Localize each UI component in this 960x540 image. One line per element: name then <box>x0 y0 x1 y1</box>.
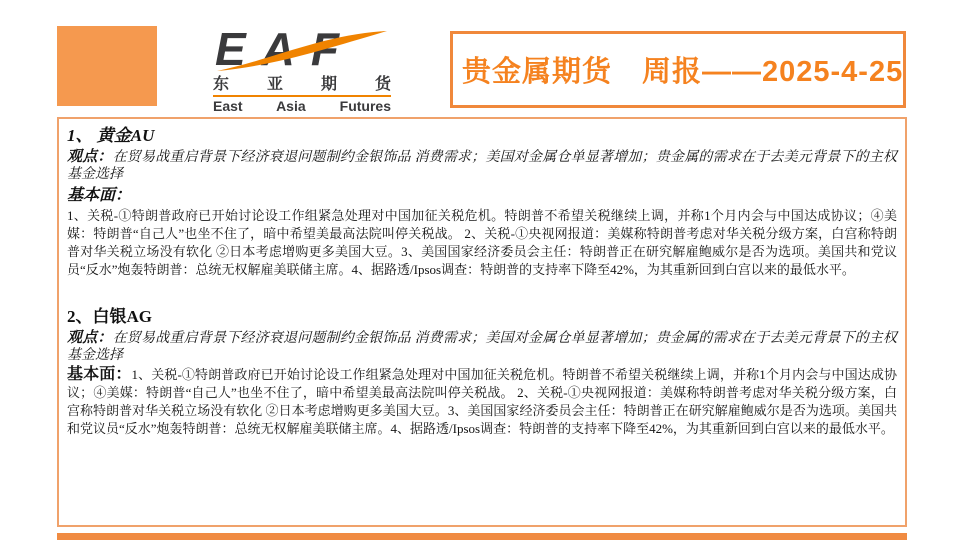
report-title-banner <box>450 31 906 108</box>
section-title-silver: 2、白银AG <box>67 307 152 326</box>
fundamentals-text: 1、关税-①特朗普政府已开始讨论设工作组紧急处理对中国加征关税危机。特朗普不希望关税继续上调，并称1个月内会与中国达成协议；④美媒：特朗普“自己人”也坐不住了，暗中希望美最高法院叫停关税战。 2、关税-①央视网报道：美媒称特朗普考虑对华关税分级方案，白宫称特朗普对华关税立场没有软化 ②日本考虑增购更多美国大豆。3、美国国家经济委员会主任：特朗普正在研究解雇鲍威尔是否为选项。美国共和党议员“反水”炮轰特朗普：总统无权解雇美联储主席。4、据路透/Ipsos调查：特朗普的支持率下降至42%，为其重新回到白宫以来的最低水平。 <box>67 208 897 277</box>
viewpoint-text: 在贸易战重启背景下经济衰退问题制约金银饰品 消费需求；美国对金属仓单显著增加；贵金属的需求在于去美元背景下的主权基金选择 <box>67 150 897 182</box>
fundamentals-label: 基本面： <box>67 187 132 204</box>
viewpoint-label: 观点： <box>67 330 113 346</box>
section-gold-au <box>67 125 897 279</box>
logo-mark <box>213 24 391 76</box>
viewpoint-paragraph <box>67 330 897 364</box>
report-title: 贵金属期货 周报——2025-4-25 <box>462 56 904 88</box>
fundamentals-text: 1、关税-①特朗普政府已开始讨论设工作组紧急处理对中国加征关税危机。特朗普不希望关税继续上调，并称1个月内会与中国达成协议；④美媒：特朗普“自己人”也坐不住了，暗中希望美最高法院叫停关税战。 2、关税-①央视网报道：美媒称特朗普考虑对华关税分级方案，白宫称特朗普对华关税立场没有软化 ②日本考虑增购更多美国大豆。3、美国国家经济委员会主任：特朗普正在研究解雇鲍威尔是否为选项。美国共和党议员“反水”炮轰特朗普：总统无权解雇美联储主席。4、据路透/Ipsos调查：特朗普的支持率下降至42%，为其重新回到白宫以来的最低水平。 <box>67 367 897 436</box>
viewpoint-paragraph <box>67 149 897 183</box>
viewpoint-text: 在贸易战重启背景下经济衰退问题制约金银饰品 消费需求；美国对金属仓单显著增加；贵金属的需求在于去美元背景下的主权基金选择 <box>67 331 897 363</box>
section-silver-ag <box>67 306 897 438</box>
fundamentals-paragraph <box>67 366 897 438</box>
eaf-logo <box>213 24 391 115</box>
logo-wordmark: EAF <box>215 23 355 75</box>
logo-chinese-name: 东亚期货 <box>213 76 391 97</box>
decorative-orange-square <box>57 26 157 106</box>
section-title-gold: 1、 黄金AU <box>67 126 155 145</box>
viewpoint-label: 观点： <box>67 149 113 165</box>
report-body <box>57 117 907 527</box>
logo-english-name: East Asia Futures <box>213 98 391 114</box>
bottom-accent-bar <box>57 533 907 540</box>
logo-swoosh-icon <box>213 24 391 76</box>
fundamentals-label: 基本面： <box>67 366 132 383</box>
